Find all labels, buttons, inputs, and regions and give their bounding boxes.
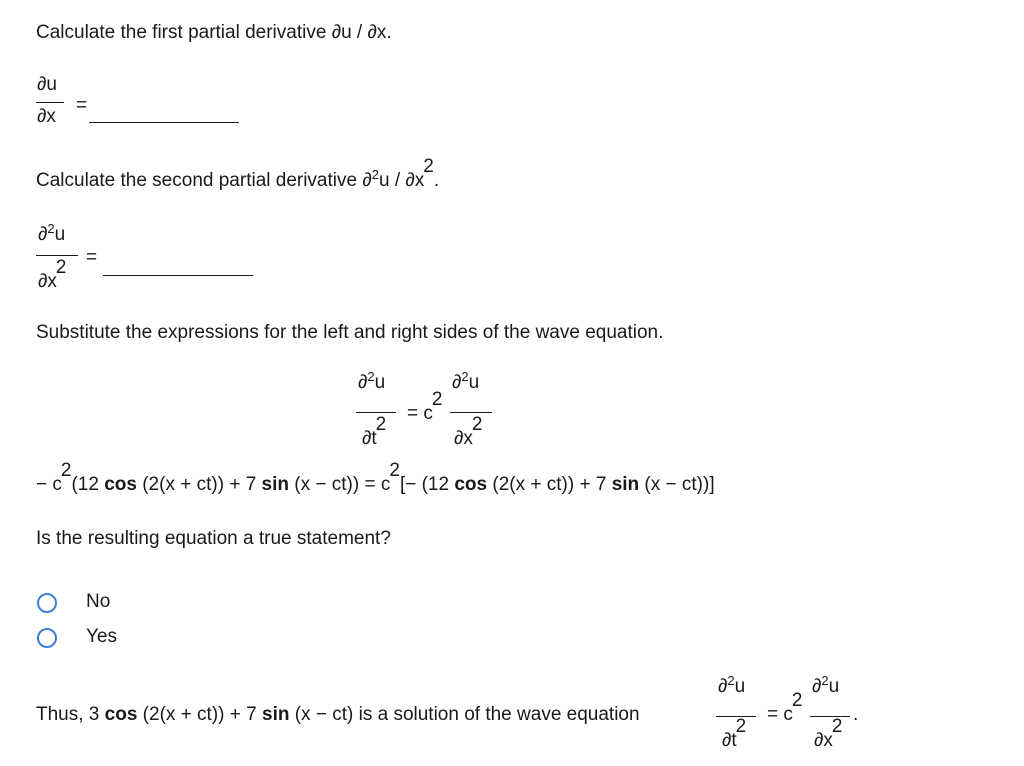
q2-answer-blank[interactable] bbox=[103, 275, 253, 276]
option-label-no[interactable]: No bbox=[86, 591, 111, 612]
q2-lhs-num-a: ∂ bbox=[38, 224, 48, 245]
wave-right-den-sup: 2 bbox=[471, 414, 483, 435]
conclusion-right-num-sup: 2 bbox=[821, 673, 829, 688]
wave-left-num-a: ∂ bbox=[358, 372, 368, 393]
conclusion-left-numerator bbox=[718, 673, 746, 698]
q1-prompt: Calculate the first partial derivative ∂u / ∂x. bbox=[36, 22, 392, 43]
wave-c-sup: 2 bbox=[431, 389, 443, 410]
q1-lhs-denominator: ∂x bbox=[37, 106, 56, 127]
conclusion-left-fraction bbox=[716, 673, 760, 752]
sub-p6: (2(x + ct)) + 7 bbox=[487, 474, 612, 495]
sub-cos2: cos bbox=[454, 474, 488, 495]
q2-lhs-num-b: u bbox=[54, 224, 66, 245]
fraction-bar bbox=[36, 102, 64, 103]
wave-right-den-a: ∂x bbox=[454, 428, 473, 449]
sub-sin1: sin bbox=[261, 474, 289, 495]
wave-left-den-a: ∂t bbox=[362, 428, 377, 449]
conclusion-left-num-a: ∂ bbox=[718, 676, 728, 697]
conclusion-right-numerator bbox=[812, 673, 840, 698]
sub-sup1: 2 bbox=[60, 460, 72, 481]
q2-lhs-den-sup: 2 bbox=[55, 257, 67, 278]
wave-equals: = c bbox=[407, 403, 433, 424]
q2-prompt-sup-b: 2 bbox=[423, 156, 434, 177]
wave-left-num-b: u bbox=[374, 372, 386, 393]
q2-lhs-fraction bbox=[36, 221, 80, 294]
q2-prompt-main: Calculate the second partial derivative ∂ bbox=[36, 170, 372, 191]
sub-p1: − c bbox=[36, 474, 62, 495]
wave-equals-c bbox=[407, 389, 443, 425]
conclusion-right-fraction bbox=[810, 673, 854, 752]
sub-p5: [− (12 bbox=[399, 474, 455, 495]
conclusion-end: . bbox=[853, 704, 859, 725]
sub-p2: (12 bbox=[71, 474, 105, 495]
radio-yes[interactable] bbox=[37, 628, 57, 648]
sub-p4: (x − ct)) = c bbox=[289, 474, 391, 495]
conclusion-left-num-b: u bbox=[734, 676, 746, 697]
conclusion-right-den-sup: 2 bbox=[831, 716, 843, 737]
conclusion-left-denominator bbox=[722, 716, 747, 752]
conclusion-equals: = c bbox=[767, 704, 793, 725]
conclusion-left-den-a: ∂t bbox=[722, 730, 737, 751]
q1-equals: = bbox=[76, 95, 88, 116]
conclusion-equals-c bbox=[767, 690, 803, 726]
wave-right-numerator bbox=[452, 369, 480, 394]
sub-sup2: 2 bbox=[389, 460, 400, 481]
q2-lhs-denominator bbox=[38, 257, 67, 293]
wave-right-denominator bbox=[454, 414, 483, 450]
wave-left-numerator bbox=[358, 369, 386, 394]
fraction-bar bbox=[356, 412, 396, 413]
conclusion-c-sup: 2 bbox=[791, 690, 803, 711]
option-label-yes[interactable]: Yes bbox=[86, 626, 117, 647]
sub-p3: (2(x + ct)) + 7 bbox=[136, 474, 262, 495]
conclusion-p1: Thus, 3 bbox=[36, 704, 105, 725]
radio-no[interactable] bbox=[37, 593, 57, 613]
sub-sin2: sin bbox=[611, 474, 640, 495]
wave-right-fraction bbox=[450, 369, 494, 449]
q4-prompt: Is the resulting equation a true statement? bbox=[36, 528, 391, 549]
q1-lhs-numerator: ∂u bbox=[37, 74, 57, 95]
fraction-bar bbox=[36, 255, 78, 256]
q2-lhs-num-sup: 2 bbox=[47, 221, 55, 236]
conclusion-right-num-b: u bbox=[828, 676, 840, 697]
conclusion-right-denominator bbox=[814, 716, 843, 752]
conclusion-left-num-sup: 2 bbox=[727, 673, 735, 688]
q2-prompt-mid: u / ∂x bbox=[378, 170, 425, 191]
q2-lhs-numerator bbox=[38, 221, 66, 246]
conclusion-p3: (x − ct) is a solution of the wave equation bbox=[289, 704, 640, 725]
conclusion-p2: (2(x + ct)) + 7 bbox=[137, 704, 262, 725]
sub-p7: (x − ct))] bbox=[639, 474, 715, 495]
wave-left-denominator bbox=[362, 414, 387, 450]
fraction-bar bbox=[450, 412, 492, 413]
q2-prompt-sup-a: 2 bbox=[371, 167, 379, 182]
q2-equals: = bbox=[86, 247, 98, 268]
q1-answer-blank[interactable] bbox=[89, 122, 239, 123]
q1-lhs-fraction bbox=[36, 74, 66, 134]
wave-left-den-sup: 2 bbox=[375, 414, 387, 435]
q2-lhs-den-a: ∂x bbox=[38, 271, 57, 292]
conclusion-right-num-a: ∂ bbox=[812, 676, 822, 697]
conclusion-cos: cos bbox=[104, 704, 138, 725]
fraction-bar bbox=[810, 716, 850, 717]
conclusion-text bbox=[36, 704, 640, 726]
conclusion-right-den-a: ∂x bbox=[814, 730, 833, 751]
wave-right-num-b: u bbox=[468, 372, 480, 393]
q2-prompt-end: . bbox=[433, 170, 440, 191]
wave-left-num-sup: 2 bbox=[367, 369, 375, 384]
conclusion-sin: sin bbox=[262, 704, 290, 725]
sub-cos1: cos bbox=[104, 474, 137, 495]
wave-left-fraction bbox=[356, 369, 400, 449]
conclusion-left-den-sup: 2 bbox=[735, 716, 747, 737]
wave-right-num-a: ∂ bbox=[452, 372, 462, 393]
wave-right-num-sup: 2 bbox=[461, 369, 469, 384]
substituted-equation bbox=[36, 460, 715, 496]
q2-prompt bbox=[36, 156, 440, 192]
q3-prompt: Substitute the expressions for the left and right sides of the wave equation. bbox=[36, 322, 664, 343]
